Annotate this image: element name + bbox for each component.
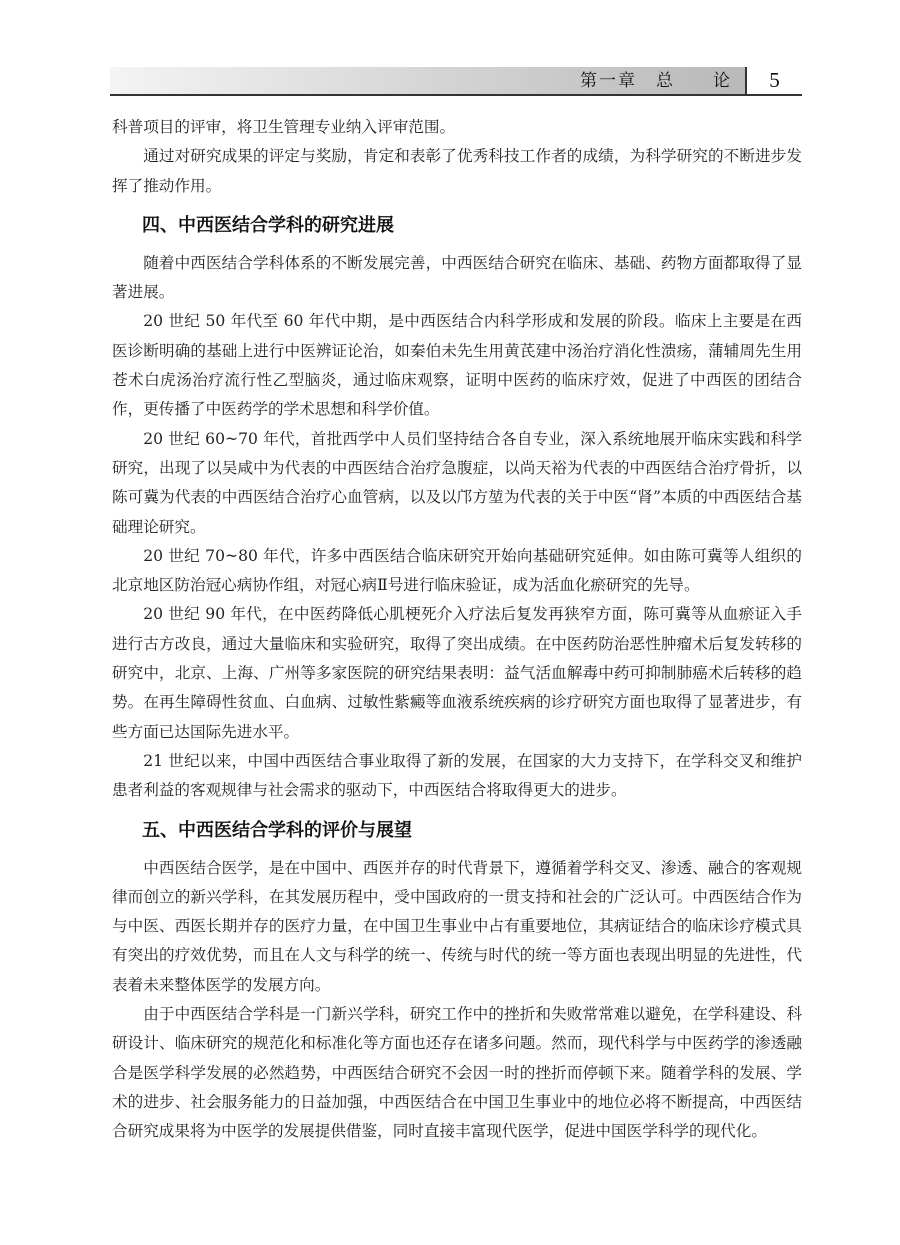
paragraph: 通过对研究成果的评定与奖励，肯定和表彰了优秀科技工作者的成绩，为科学研究的不断进步发挥了推动作用。 [112, 147, 802, 195]
page-body [112, 113, 802, 1147]
paragraph: 20 世纪 60~70 年代，首批西学中人员们坚持结合各自专业，深入系统地展开临床实践和科学研究，出现了以吴咸中为代表的中西医结合治疗急腹症，以尚天裕为代表的中西医结合治疗骨折，以陈可冀为代表的中西医结合治疗心血管病，以及以邝方堃为代表的关于中医“肾”本质的中西医结合基础理论研究。 [112, 429, 802, 536]
paragraph: 由于中西医结合学科是一门新兴学科，研究工作中的挫折和失败常常难以避免，在学科建设、科研设计、临床研究的规范化和标准化等方面也还存在诸多问题。然而，现代科学与中医药学的渗透融合是医学科学发展的必然趋势，中西医结合研究不会因一时的挫折而停顿下来。随着学科的发展、学术的进步、社会服务能力的日益加强，中西医结合在中国卫生事业中的地位必将不断提高，中西医结合研究成果将为中医学的发展提供借鉴，同时直接丰富现代医学，促进中国医学科学的现代化。 [112, 1005, 802, 1141]
header-rule [110, 94, 802, 96]
chapter-title: 第一章 总 论 [580, 71, 732, 91]
page-number: 5 [747, 67, 802, 94]
paragraph: 中西医结合医学，是在中国中、西医并存的时代背景下，遵循着学科交叉、渗透、融合的客观规律而创立的新兴学科，在其发展历程中，受中国政府的一贯支持和社会的广泛认可。中西医结合作为与中医、西医长期并存的医疗力量，在中国卫生事业中占有重要地位，其病证结合的临床诊疗模式具有突出的疗效优势，而且在人文与科学的统一、传统与时代的统一等方面也表现出明显的先进性，代表着未来整体医学的发展方向。 [112, 858, 802, 994]
section-heading-5: 五、中西医结合学科的评价与展望 [142, 819, 412, 841]
paragraph: 20 世纪 90 年代，在中医药降低心肌梗死介入疗法后复发再狭窄方面，陈可冀等从血瘀证入手进行古方改良，通过大量临床和实验研究，取得了突出成绩。在中医药防治恶性肿瘤术后复发转移的研究中，北京、上海、广州等多家医院的研究结果表明：益气活血解毒中药可抑制肺癌术后转移的趋势。在再生障碍性贫血、白血病、过敏性紫癜等血液系统疾病的诊疗研究方面也取得了显著进步，有些方面已达国际先进水平。 [112, 605, 802, 741]
section-heading-4: 四、中西医结合学科的研究进展 [142, 214, 394, 236]
paragraph: 20 世纪 70~80 年代，许多中西医结合临床研究开始向基础研究延伸。如由陈可冀等人组织的北京地区防治冠心病协作组，对冠心病Ⅱ号进行临床验证，成为活血化瘀研究的先导。 [112, 546, 802, 595]
paragraph: 20 世纪 50 年代至 60 年代中期，是中西医结合内科学形成和发展的阶段。临床上主要是在西医诊断明确的基础上进行中医辨证论治，如秦伯未先生用黄芪建中汤治疗消化性溃疡，蒲辅周先生用苍术白虎汤治疗流行性乙型脑炎，通过临床观察，证明中医药的临床疗效，促进了中西医的团结合作，更传播了中医药学的学术思想和科学价值。 [112, 312, 802, 419]
paragraph: 21 世纪以来，中国中西医结合事业取得了新的发展，在国家的大力支持下，在学科交叉和维护患者利益的客观规律与社会需求的驱动下，中西医结合将取得更大的进步。 [112, 751, 802, 800]
paragraph: 随着中西医结合学科体系的不断发展完善，中西医结合研究在临床、基础、药物方面都取得了显著进展。 [112, 253, 802, 302]
paragraph: 科普项目的评审，将卫生管理专业纳入评审范围。 [112, 118, 456, 136]
